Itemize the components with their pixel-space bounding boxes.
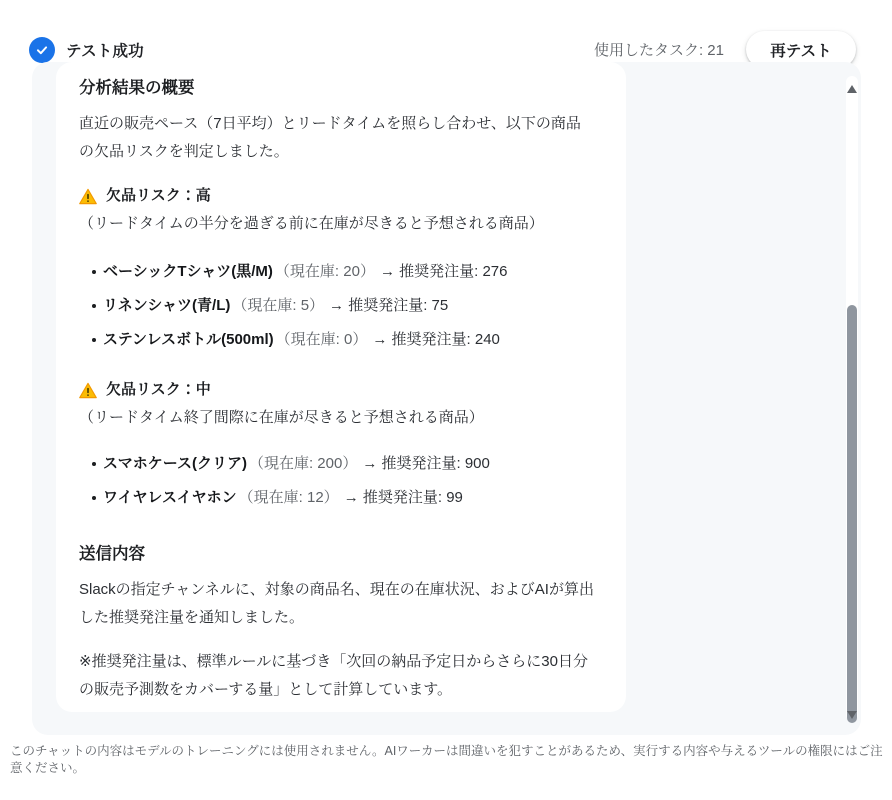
list-item: ステンレスボトル(500ml) （現在庫: 0） → 推奨発注量: 240: [92, 326, 606, 354]
list-item: ワイヤレスイヤホン （現在庫: 12） → 推奨発注量: 99: [92, 484, 606, 512]
sent-body: Slackの指定チャンネルに、対象の商品名、現在の在庫状況、およびAIが算出した推奨発注量を通知しました。: [79, 581, 594, 626]
tasks-used-label: 使用したタスク: 21: [593, 42, 724, 59]
warning-triangle-icon: [79, 188, 97, 205]
scroll-down-arrow-icon[interactable]: [847, 711, 857, 719]
scroll-up-arrow-icon[interactable]: [847, 85, 857, 93]
risk-high-heading: [79, 182, 606, 210]
list-item: リネンシャツ(青/L) （現在庫: 5） → 推奨発注量: 75: [92, 292, 606, 320]
summary-body: 直近の販売ペース（7日平均）とリードタイムを照らし合わせ、以下の商品の欠品リスクを判定しました。: [79, 115, 581, 160]
test-status: [29, 37, 144, 63]
check-circle-icon: [29, 37, 55, 63]
scrollbar-thumb[interactable]: [847, 305, 857, 723]
summary-title: 分析結果の概要: [79, 79, 195, 97]
risk-mid-title: 欠品リスク：中: [106, 381, 211, 398]
warning-triangle-icon: [79, 382, 97, 399]
results-panel: [32, 62, 861, 735]
risk-high-title: 欠品リスク：高: [106, 187, 211, 204]
retest-button[interactable]: 再テスト: [746, 31, 856, 68]
list-item: スマホケース(クリア) （現在庫: 200） → 推奨発注量: 900: [92, 450, 606, 478]
list-item: ベーシックTシャツ(黒/M) （現在庫: 20） → 推奨発注量: 276: [92, 258, 606, 286]
disclaimer-text: このチャットの内容はモデルのトレーニングには使用されません。AIワーカーは間違いを犯すことがあるため、実行する内容や与えるツールの権限にはご注意ください。: [10, 744, 883, 775]
result-card: [56, 62, 626, 712]
status-label: テスト成功: [66, 42, 144, 60]
scrollbar[interactable]: [846, 76, 858, 721]
risk-high-note: （リードタイムの半分を過ぎる前に在庫が尽きると予想される商品）: [79, 215, 544, 232]
risk-mid-heading: [79, 376, 606, 404]
risk-mid-item-list: [79, 450, 606, 512]
sent-note: ※推奨発注量は、標準ルールに基づき「次回の納品予定日からさらに30日分の販売予測数をカバーする量」として計算しています。: [79, 653, 588, 698]
sent-title: 送信内容: [79, 545, 145, 563]
risk-high-item-list: [79, 258, 606, 354]
risk-mid-note: （リードタイム終了間際に在庫が尽きると予想される商品）: [79, 409, 484, 426]
